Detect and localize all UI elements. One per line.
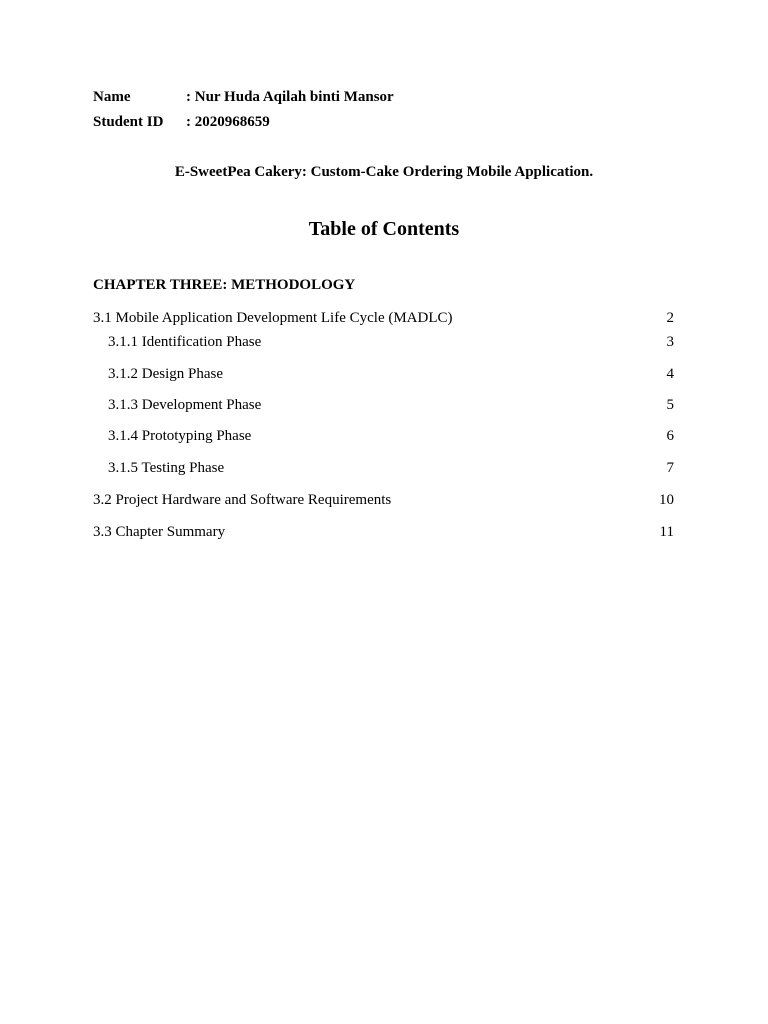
toc-entry-label: 3.1.3 Development Phase xyxy=(108,397,262,413)
toc-title: Table of Contents xyxy=(308,218,460,240)
toc-entry-page: 11 xyxy=(659,524,674,540)
toc-entry xyxy=(93,333,674,351)
toc-entry-label: 3.1 Mobile Application Development Life Cycle (MADLC) xyxy=(93,310,453,326)
toc-entry-label: 3.3 Chapter Summary xyxy=(93,524,226,540)
toc-entry-page: 3 xyxy=(666,334,674,350)
toc-entry xyxy=(93,427,674,445)
project-title: E-SweetPea Cakery: Custom-Cake Ordering Mobile Application. xyxy=(174,164,594,180)
toc-entry xyxy=(93,491,674,509)
toc-entry-label: 3.1.5 Testing Phase xyxy=(108,460,225,476)
toc-entry-page: 4 xyxy=(666,366,674,382)
toc-entry xyxy=(93,459,674,477)
toc-entry xyxy=(93,396,674,414)
student-id-value: : 2020968659 xyxy=(186,114,270,130)
toc-entry-page: 2 xyxy=(666,310,674,326)
student-name-label: Name xyxy=(93,89,131,105)
toc-entry-page: 6 xyxy=(666,428,674,444)
chapter-heading: CHAPTER THREE: METHODOLOGY xyxy=(93,277,356,293)
toc-entry-page: 5 xyxy=(666,397,674,413)
toc-entry xyxy=(93,365,674,383)
toc-entry xyxy=(93,309,674,327)
toc-entry xyxy=(93,523,674,541)
student-id-label: Student ID xyxy=(93,114,164,130)
toc-entry-page: 10 xyxy=(659,492,674,508)
toc-entry-label: 3.1.1 Identification Phase xyxy=(108,334,262,350)
student-name-value: : Nur Huda Aqilah binti Mansor xyxy=(186,89,394,105)
toc-entry-label: 3.1.4 Prototyping Phase xyxy=(108,428,252,444)
toc-entry-page: 7 xyxy=(666,460,674,476)
toc-entry-label: 3.2 Project Hardware and Software Requirements xyxy=(93,492,392,508)
toc-entry-label: 3.1.2 Design Phase xyxy=(108,366,223,382)
